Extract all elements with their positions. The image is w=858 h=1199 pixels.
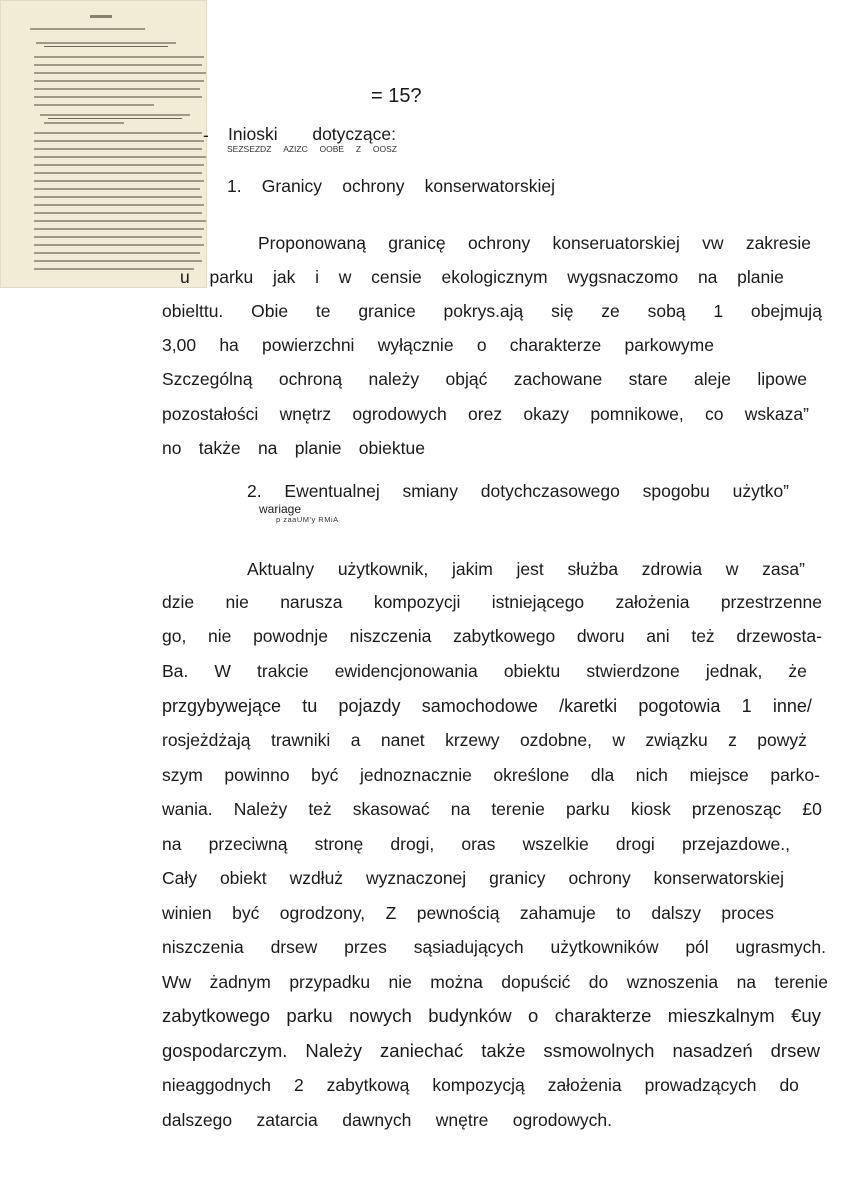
thumbnail-text-line bbox=[34, 268, 194, 270]
thumbnail-header-mark bbox=[90, 15, 112, 18]
paragraph-2-line: szym powinno być jednoznacznie określone dla nich miejsce parko- bbox=[162, 764, 820, 785]
paragraph-1-line: obielttu. Obie te granice pokrys.ają się ze sobą 1 obejmują bbox=[162, 300, 822, 321]
heading-sublabel: SEZSEZDZ AZIZC OOBE Z OOSZ bbox=[227, 144, 397, 154]
thumbnail-text-line bbox=[34, 172, 202, 174]
paragraph-2-line: wania. Należy też skasować na terenie parku kiosk przenosząc £0 bbox=[162, 798, 822, 819]
paragraph-1-line: no także na planie obiektue bbox=[162, 437, 425, 458]
thumbnail-text-line bbox=[34, 148, 202, 150]
thumbnail-text-line bbox=[34, 228, 204, 230]
thumbnail-text-line bbox=[34, 260, 202, 262]
thumbnail-underline bbox=[44, 46, 168, 47]
paragraph-2-line: gospodarczym. Należy zaniechać także ssmowolnych nasadzeń drsew bbox=[162, 1040, 820, 1061]
page-fraction: = 15? bbox=[371, 85, 422, 107]
section-2-title: 2. Ewentualnej smiany dotychczasowego spogobu użytko” bbox=[247, 480, 789, 501]
paragraph-1-line: Szczególną ochroną należy objąć zachowane stare aleje lipowe bbox=[162, 368, 807, 389]
thumbnail-text-line bbox=[34, 204, 204, 206]
paragraph-2-line: niszczenia drsew przes sąsiadujących użytkowników pól ugrasmych. bbox=[162, 936, 826, 957]
paragraph-2-line: dzie nie narusza kompozycji istniejącego założenia przestrzenne bbox=[162, 591, 822, 612]
thumbnail-text-line bbox=[34, 244, 204, 246]
thumbnail-text-line bbox=[34, 88, 200, 90]
thumbnail-text-line bbox=[34, 236, 202, 238]
thumbnail-text-line bbox=[34, 252, 200, 254]
paragraph-2-line: Ba. W trakcie ewidencjonowania obiektu stwierdzone jednak, że bbox=[162, 660, 807, 681]
section-2-title-continuation: wariage bbox=[259, 502, 302, 516]
thumbnail-underline bbox=[48, 118, 182, 119]
thumbnail-text-line bbox=[36, 42, 176, 44]
heading-dash: - bbox=[203, 125, 209, 145]
thumbnail-text-line bbox=[30, 28, 145, 30]
paragraph-2-line: zabytkowego parku nowych budynków o charakterze mieszkalnym €uy bbox=[162, 1005, 821, 1026]
thumbnail-text-line bbox=[34, 180, 204, 182]
paragraph-1-line: pozostałości wnętrz ogrodowych orez okazy pomnikowe, co wskaza” bbox=[162, 403, 809, 424]
thumbnail-text-line bbox=[34, 64, 202, 66]
paragraph-2-line: go, nie powodnje niszczenia zabytkowego dworu ani też drzewosta- bbox=[162, 625, 822, 646]
paragraph-2-line: nieaggodnych 2 zabytkową kompozycją założenia prowadzących do bbox=[162, 1074, 799, 1095]
paragraph-2-line: przgybywejące tu pojazdy samochodowe /karetki pogotowia 1 inne/ bbox=[162, 695, 812, 716]
heading-label: Inioski dotyczące: bbox=[228, 123, 396, 144]
thumbnail-text-line bbox=[34, 96, 202, 98]
thumbnail-text-line bbox=[40, 114, 190, 116]
thumbnail-text-line bbox=[34, 72, 206, 74]
thumbnail-text-line bbox=[44, 122, 124, 124]
thumbnail-text-line bbox=[34, 188, 200, 190]
paragraph-1-line: u parku jak i w censie ekologicznym wygsnaczomo na planie bbox=[180, 266, 784, 287]
thumbnail-text-line bbox=[34, 212, 202, 214]
thumbnail-text-line bbox=[34, 220, 206, 222]
thumbnail-text-line bbox=[34, 56, 204, 58]
thumbnail-text-line bbox=[34, 104, 154, 106]
paragraph-2-line: rosjeżdżają trawniki a nanet krzewy ozdobne, w związku z powyż bbox=[162, 729, 807, 750]
section-2-sublabel: p zaaUM'y RMiA bbox=[276, 515, 339, 524]
thumbnail-text-line bbox=[34, 156, 206, 158]
paragraph-2-line: Aktualny użytkownik, jakim jest służba zdrowia w zasa” bbox=[247, 558, 805, 579]
paragraph-2-line: na przeciwną stronę drogi, oras wszelkie drogi przejazdowe., bbox=[162, 833, 790, 854]
scanned-page-thumbnail bbox=[0, 0, 207, 288]
paragraph-2-line: Ww żadnym przypadku nie można dopuścić do wznoszenia na terenie bbox=[162, 971, 828, 992]
section-1-title: 1. Granicy ochrony konserwatorskiej bbox=[227, 175, 555, 196]
thumbnail-text-line bbox=[34, 164, 204, 166]
thumbnail-text-line bbox=[34, 140, 204, 142]
thumbnail-text-line bbox=[34, 80, 204, 82]
thumbnail-text-line bbox=[34, 196, 202, 198]
paragraph-1-line: 3,00 ha powierzchni wyłącznie o charakterze parkowyme bbox=[162, 334, 714, 355]
paragraph-1-line: Proponowaną granicę ochrony konseruatorskiej vw zakresie bbox=[258, 232, 811, 253]
paragraph-2-line: Cały obiekt wzdłuż wyznaczonej granicy ochrony konserwatorskiej bbox=[162, 867, 784, 888]
paragraph-2-line: dalszego zatarcia dawnych wnętre ogrodowych. bbox=[162, 1109, 612, 1130]
thumbnail-text-line bbox=[34, 132, 202, 134]
paragraph-2-line: winien być ogrodzony, Z pewnością zahamuje to dalszy proces bbox=[162, 902, 774, 923]
